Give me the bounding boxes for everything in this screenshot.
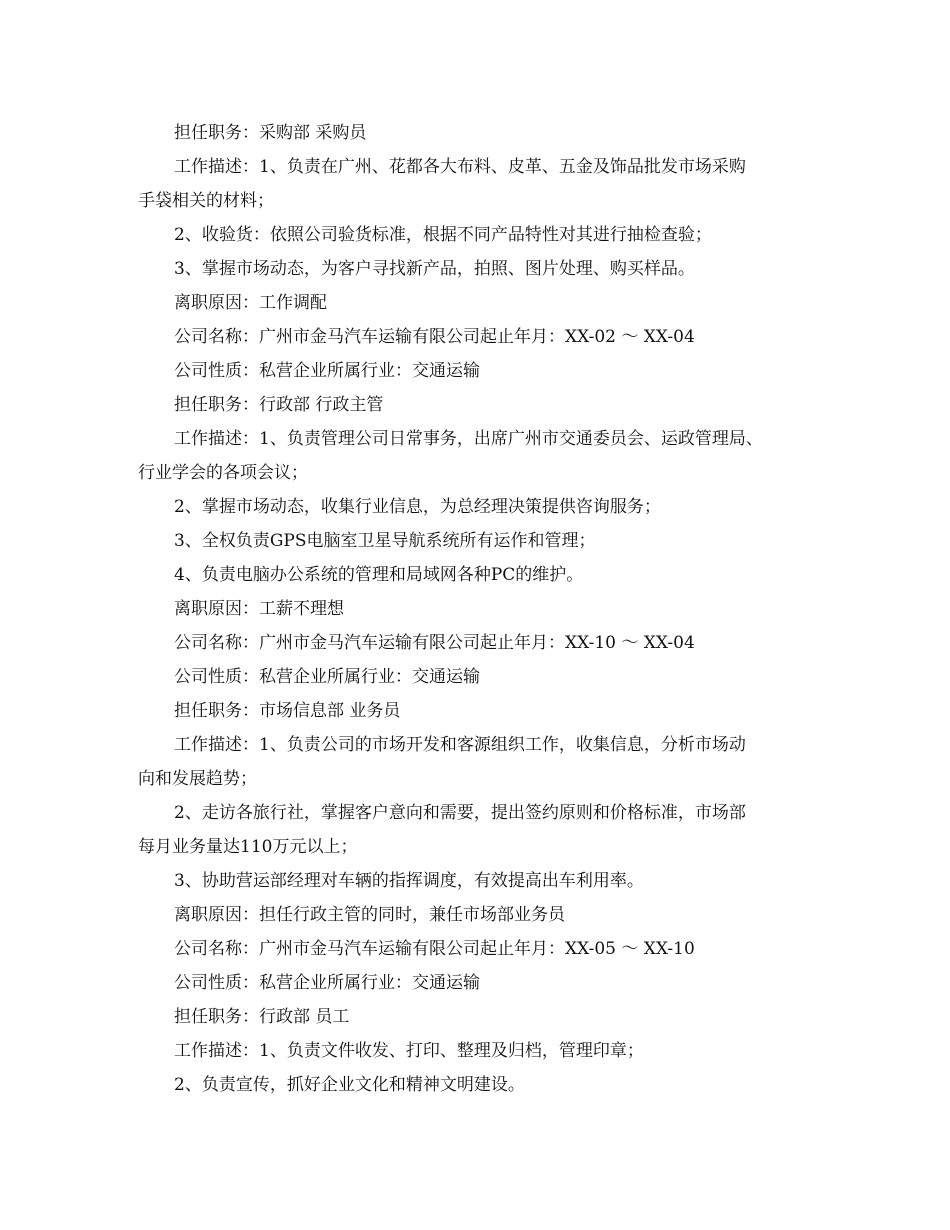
text-line: 工作描述：1、负责管理公司日常事务，出席广州市交通委员会、运政管理局、 bbox=[174, 429, 763, 449]
text-line: 手袋相关的材料； bbox=[138, 191, 274, 211]
text-line: 3、掌握市场动态，为客户寻找新产品，拍照、图片处理、购买样品。 bbox=[174, 259, 695, 279]
text-line: 担任职务：行政部 行政主管 bbox=[174, 395, 384, 415]
text-line: 2、走访各旅行社，掌握客户意向和需要，提出签约原则和价格标准，市场部 bbox=[174, 803, 746, 823]
text-line: 4、负责电脑办公系统的管理和局域网各种PC的维护。 bbox=[174, 565, 584, 585]
text-line: 担任职务：市场信息部 业务员 bbox=[174, 701, 401, 721]
text-line: 公司性质：私营企业所属行业：交通运输 bbox=[174, 973, 480, 993]
text-line: 公司名称：广州市金马汽车运输有限公司起止年月：XX-10 ～ XX-04 bbox=[174, 633, 695, 653]
text-line: 公司名称：广州市金马汽车运输有限公司起止年月：XX-05 ～ XX-10 bbox=[174, 939, 695, 959]
text-line: 3、协助营运部经理对车辆的指挥调度，有效提高出车利用率。 bbox=[174, 871, 644, 891]
text-line: 工作描述：1、负责文件收发、打印、整理及归档，管理印章； bbox=[174, 1041, 644, 1061]
text-line: 工作描述：1、负责公司的市场开发和客源组织工作，收集信息，分析市场动 bbox=[174, 735, 746, 755]
text-line: 公司性质：私营企业所属行业：交通运输 bbox=[174, 667, 480, 687]
text-line: 每月业务量达110万元以上； bbox=[138, 837, 358, 857]
text-line: 3、全权负责GPS电脑室卫星导航系统所有运作和管理； bbox=[174, 531, 596, 551]
text-line: 离职原因：担任行政主管的同时，兼任市场部业务员 bbox=[174, 905, 565, 925]
text-line: 离职原因：工薪不理想 bbox=[174, 599, 344, 619]
text-line: 行业学会的各项会议； bbox=[138, 463, 308, 483]
text-line: 担任职务：采购部 采购员 bbox=[174, 123, 367, 143]
text-line: 离职原因：工作调配 bbox=[174, 293, 327, 313]
document-body bbox=[138, 116, 838, 1102]
text-line: 2、收验货：依照公司验货标准，根据不同产品特性对其进行抽检查验； bbox=[174, 225, 712, 245]
text-line: 2、掌握市场动态，收集行业信息，为总经理决策提供咨询服务； bbox=[174, 497, 661, 517]
text-line: 公司名称：广州市金马汽车运输有限公司起止年月：XX-02 ～ XX-04 bbox=[174, 327, 695, 347]
text-line: 2、负责宣传，抓好企业文化和精神文明建设。 bbox=[174, 1075, 525, 1095]
text-line: 向和发展趋势； bbox=[138, 769, 257, 789]
text-line: 公司性质：私营企业所属行业：交通运输 bbox=[174, 361, 480, 381]
text-line: 工作描述：1、负责在广州、花都各大布料、皮革、五金及饰品批发市场采购 bbox=[174, 157, 746, 177]
text-line: 担任职务：行政部 员工 bbox=[174, 1007, 350, 1027]
